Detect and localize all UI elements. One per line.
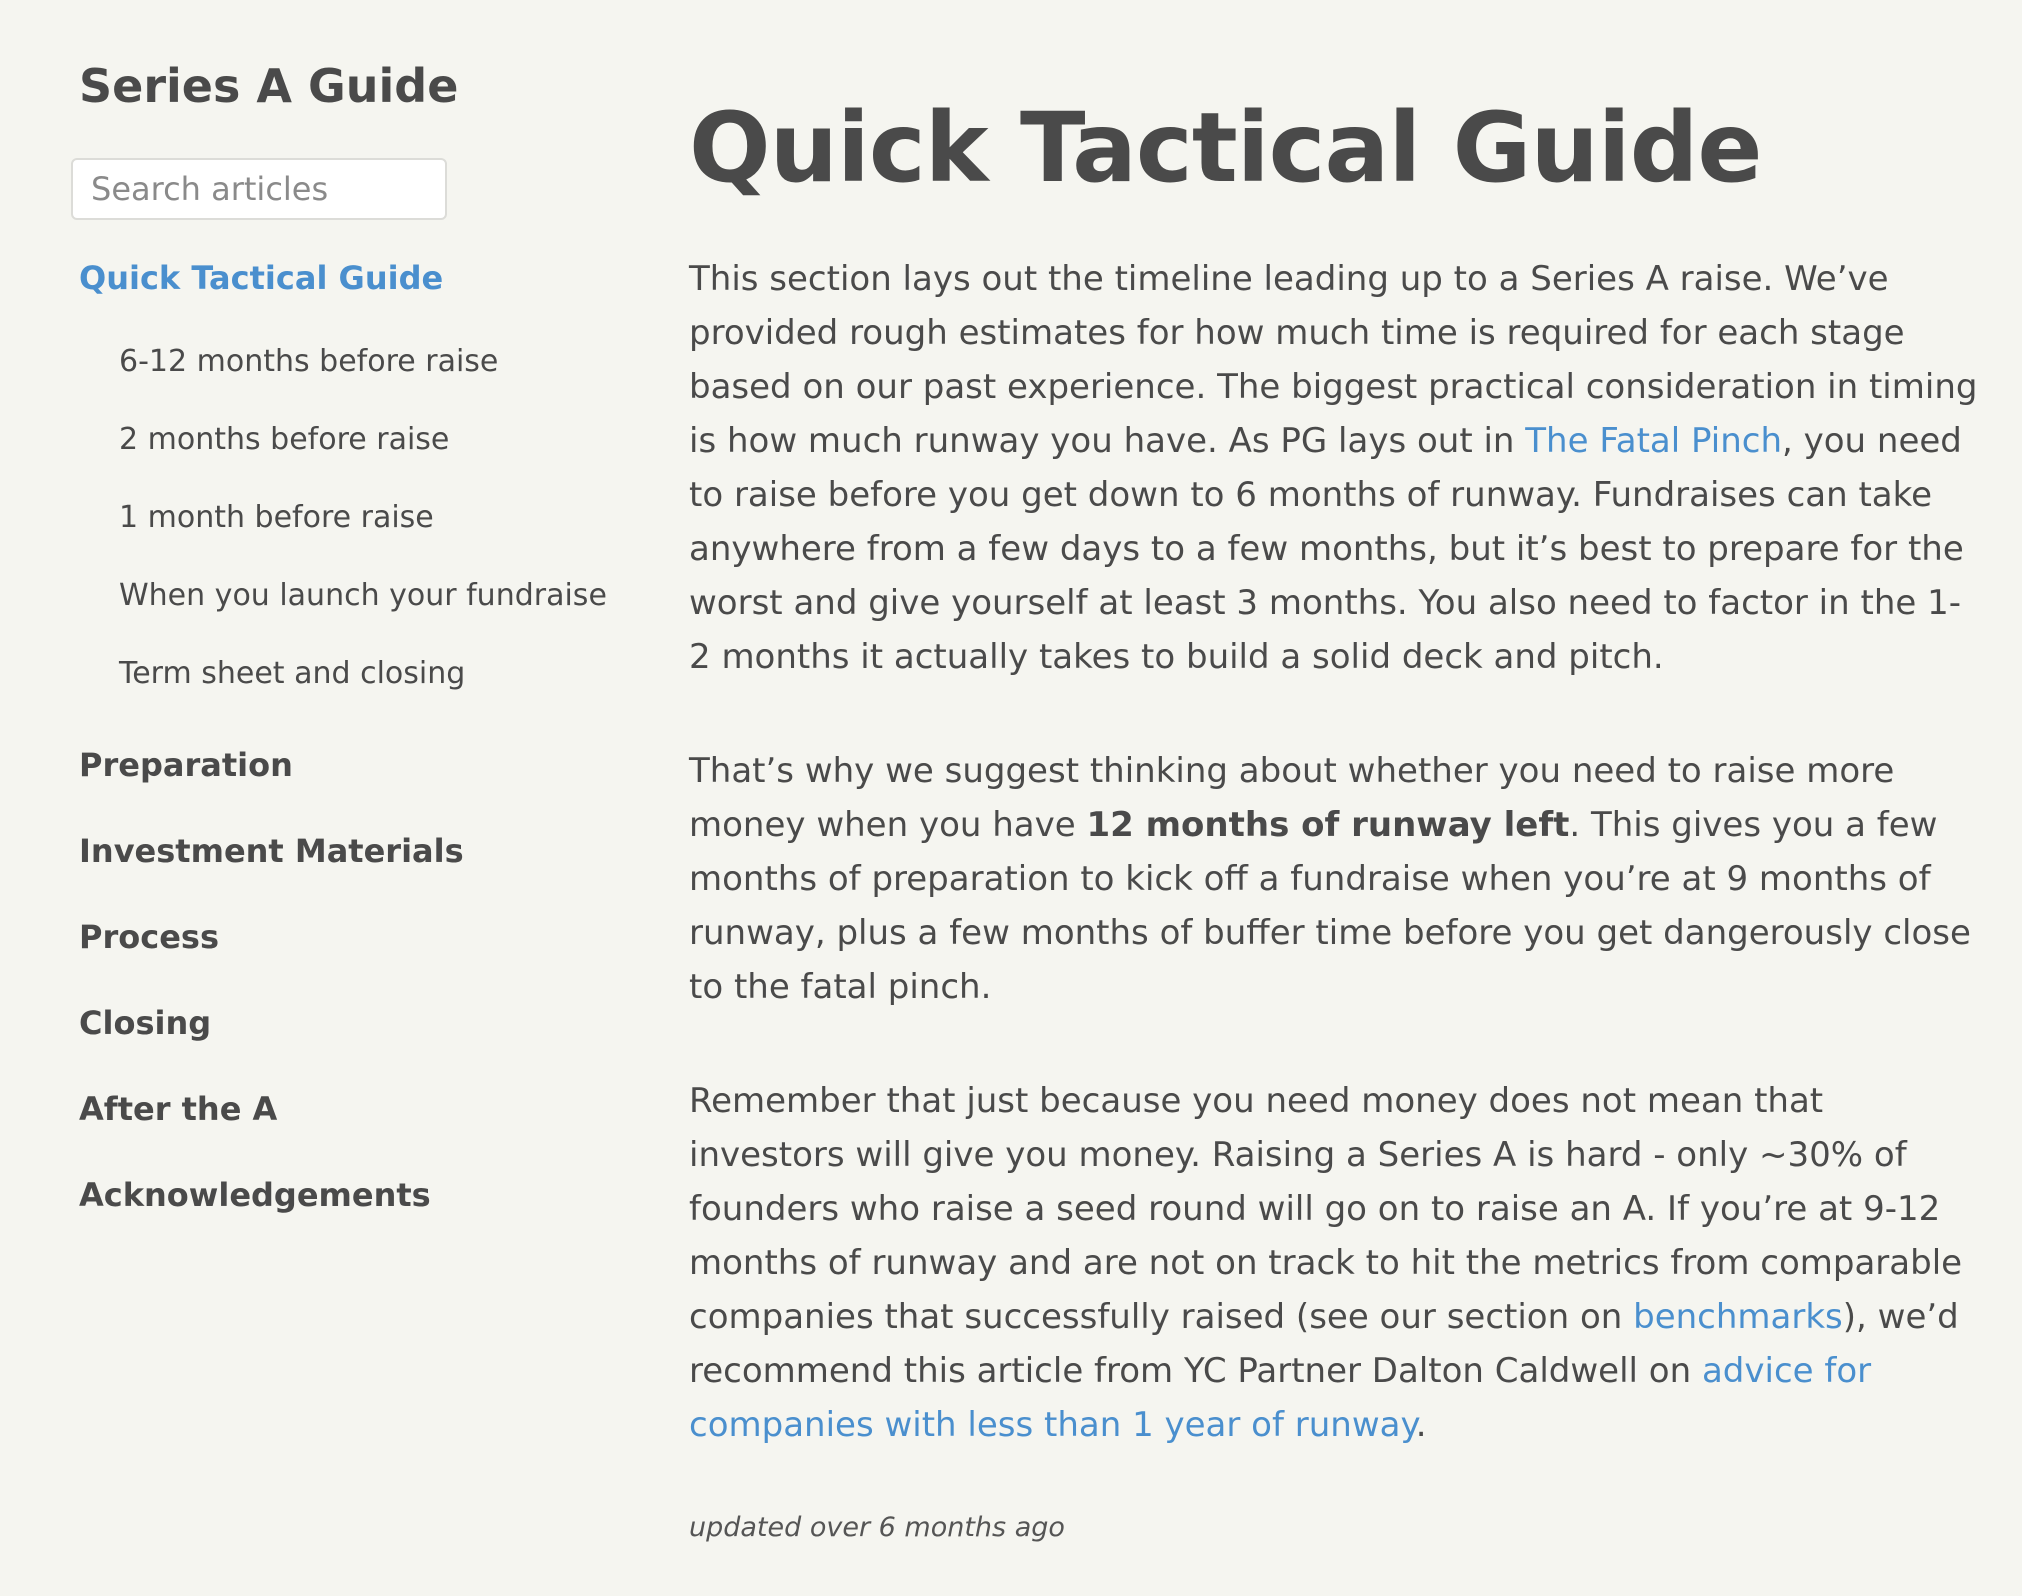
paragraph-3-text-1: Remember that just because you need money does not mean that investors will give you money. Raising a Series A is hard - only ~30% of founders who raise a seed round will go on to raise an A. If you’re at 9-12 months of runway and are not on track to hit the metrics from comparable companies that successfully raised (see our section on	[689, 1081, 1963, 1337]
subnav	[119, 322, 639, 712]
nav-section-process[interactable]: Process	[79, 918, 219, 956]
sidebar	[79, 50, 639, 1238]
paragraph-2-text-1: That’s why we suggest thinking about whether you need to raise more money when you have	[689, 751, 1895, 845]
link-advice-less-than-1-year[interactable]: advice for companies with less than 1 year of runway	[689, 1351, 1872, 1445]
nav-section-closing[interactable]: Closing	[79, 1004, 212, 1042]
paragraph-1-text-2: , you need to raise before you get down to 6 months of runway. Fundraises can take anywhere from a few days to a few months, but it’s best to prepare for the worst and give yourself at least 3 months. You also need to factor in the 1-2 months it actually takes to build a solid deck and pitch.	[689, 421, 1964, 677]
paragraph-3	[689, 1074, 1979, 1452]
site-title[interactable]: Series A Guide	[79, 59, 459, 113]
page-title: Quick Tactical Guide	[689, 92, 1762, 204]
nav-section-quick-tactical-guide[interactable]: Quick Tactical Guide	[79, 259, 444, 297]
nav-section-investment-materials[interactable]: Investment Materials	[79, 832, 464, 870]
subnav-item-2-months[interactable]: 2 months before raise	[119, 421, 450, 457]
paragraph-3-text-3: .	[1415, 1405, 1427, 1445]
nav-section-after-the-a[interactable]: After the A	[79, 1090, 278, 1128]
subnav-item-1-month[interactable]: 1 month before raise	[119, 499, 434, 535]
subnav-item-term-sheet[interactable]: Term sheet and closing	[119, 655, 466, 691]
nav-section-preparation[interactable]: Preparation	[79, 746, 293, 784]
subnav-item-6-12-months[interactable]: 6-12 months before raise	[119, 343, 499, 379]
search-input[interactable]	[71, 158, 447, 220]
paragraph-1-text-1: This section lays out the timeline leading up to a Series A raise. We’ve provided rough estimates for how much time is required for each stage based on our past experience. The biggest practical consideration in timing is how much runway you have. As PG lays out in	[689, 259, 1978, 461]
paragraph-1	[689, 252, 1979, 684]
nav-section-acknowledgements[interactable]: Acknowledgements	[79, 1176, 431, 1214]
paragraph-2	[689, 744, 1979, 1014]
link-benchmarks[interactable]: benchmarks	[1633, 1297, 1843, 1337]
paragraph-2-bold: 12 months of runway left	[1086, 805, 1570, 845]
link-the-fatal-pinch[interactable]: The Fatal Pinch	[1525, 421, 1783, 461]
article	[689, 78, 1979, 1543]
paragraph-2-text-2: . This gives you a few months of preparation to kick off a fundraise when you’re at 9 months of runway, plus a few months of buffer time before you get dangerously close to the fatal pinch.	[689, 805, 1971, 1007]
subnav-item-launch-fundraise[interactable]: When you launch your fundraise	[119, 577, 607, 613]
updated-timestamp: updated over 6 months ago	[689, 1512, 1065, 1543]
paragraph-3-text-2: ), we’d recommend this article from YC Partner Dalton Caldwell on	[689, 1297, 1959, 1391]
